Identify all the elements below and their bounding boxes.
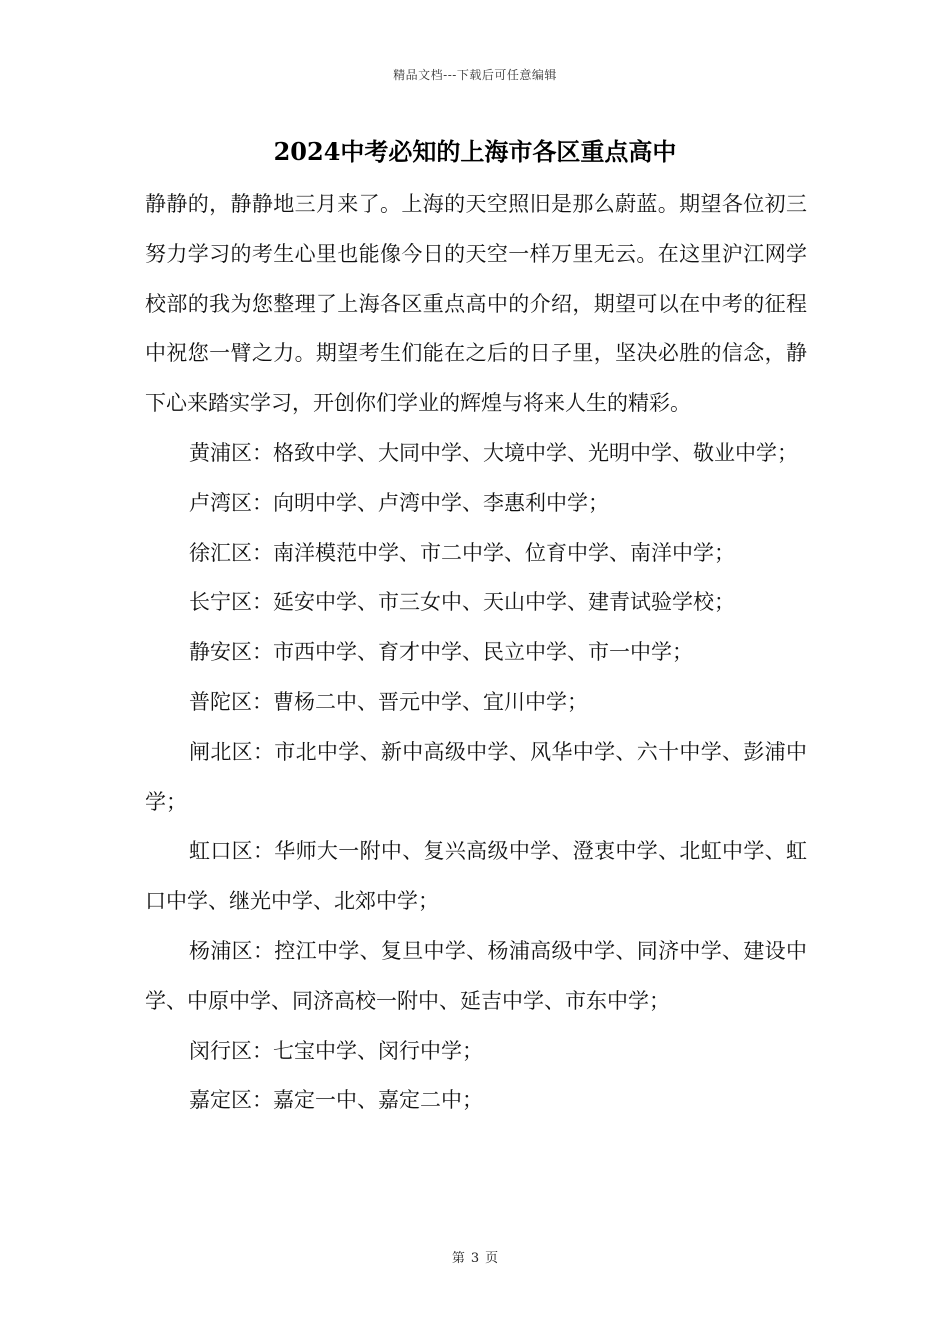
district-item-xuhui: 徐汇区：南洋模范中学、市二中学、位育中学、南洋中学； bbox=[189, 540, 735, 565]
district-item-yangpu: 杨浦区：控江中学、复旦中学、杨浦高级中学、同济中学、建设中学、中原中学、同济高校一附中、延吉中学、市东中学； bbox=[145, 938, 807, 1013]
page-footer bbox=[0, 1247, 950, 1266]
district-item-minhang: 闵行区：七宝中学、闵行中学； bbox=[189, 1038, 483, 1063]
district-item-jiading: 嘉定区：嘉定一中、嘉定二中； bbox=[189, 1088, 483, 1113]
document-body bbox=[145, 180, 807, 1126]
district-item-changning: 长宁区：延安中学、市三女中、天山中学、建青试验学校； bbox=[189, 590, 735, 615]
district-item-huangpu: 黄浦区：格致中学、大同中学、大境中学、光明中学、敬业中学； bbox=[189, 440, 798, 465]
district-item-luwan: 卢湾区：向明中学、卢湾中学、李惠利中学； bbox=[189, 490, 609, 515]
header-note: 精品文档---下载后可任意编辑 bbox=[393, 68, 557, 82]
district-item-hongkou: 虹口区：华师大一附中、复兴高级中学、澄衷中学、北虹中学、虹口中学、继光中学、北郊中学； bbox=[145, 839, 807, 914]
footer-prefix: 第 bbox=[451, 1251, 465, 1266]
intro-paragraph: 静静的，静静地三月来了。上海的天空照旧是那么蔚蓝。期望各位初三努力学习的考生心里也能像今日的天空一样万里无云。在这里沪江网学校部的我为您整理了上海各区重点高中的介绍，期望可以在中考的征程中祝您一臂之力。期望考生们能在之后的日子里，坚决必胜的信念，静下心来踏实学习，开创你们学业的辉煌与将来人生的精彩。 bbox=[145, 192, 807, 416]
footer-suffix: 页 bbox=[485, 1251, 499, 1266]
document-title: 2024中考必知的上海市各区重点高中 bbox=[273, 137, 677, 166]
district-item-zhabei: 闸北区：市北中学、新中高级中学、风华中学、六十中学、彭浦中学； bbox=[145, 739, 807, 814]
district-item-putuo: 普陀区：曹杨二中、晋元中学、宜川中学； bbox=[189, 689, 588, 714]
page-number: 3 bbox=[470, 1251, 480, 1266]
district-item-jingan: 静安区：市西中学、育才中学、民立中学、市一中学； bbox=[189, 640, 693, 665]
